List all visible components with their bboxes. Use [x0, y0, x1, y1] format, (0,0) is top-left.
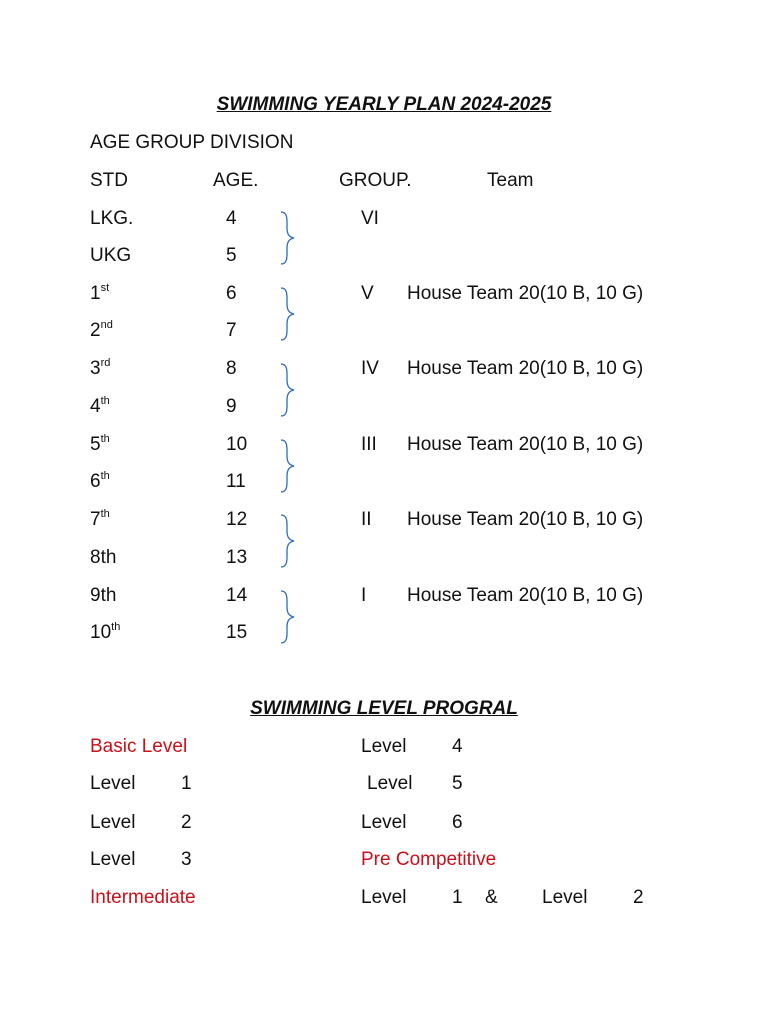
- team-cell: House Team 20(10 B, 10 G): [407, 509, 644, 530]
- age-cell: 11: [226, 471, 246, 492]
- pre-competitive-heading: Pre Competitive: [361, 849, 497, 870]
- ampersand: &: [485, 887, 498, 908]
- levels-title: SWIMMING LEVEL PROGRAL: [250, 698, 518, 719]
- group-cell: III: [361, 434, 377, 455]
- level-label: Level: [361, 736, 407, 757]
- level-label: Level: [361, 812, 407, 833]
- age-cell: 14: [226, 585, 248, 606]
- std-cell: 4th: [90, 395, 110, 417]
- intermediate-heading: Intermediate: [90, 887, 196, 908]
- level-label: Level: [90, 812, 136, 833]
- level-number: 1: [452, 887, 463, 908]
- group-cell: II: [361, 509, 372, 530]
- std-cell: 2nd: [90, 319, 113, 341]
- level-number: 2: [181, 812, 192, 833]
- column-header-std: STD: [90, 170, 128, 191]
- age-cell: 12: [226, 509, 248, 530]
- team-cell: House Team 20(10 B, 10 G): [407, 358, 644, 379]
- age-cell: 7: [226, 320, 237, 341]
- level-label: Level: [361, 887, 407, 908]
- team-cell: House Team 20(10 B, 10 G): [407, 434, 644, 455]
- std-cell: UKG: [90, 245, 132, 266]
- std-cell: 8th: [90, 547, 117, 568]
- group-cell: V: [361, 283, 374, 304]
- age-cell: 8: [226, 358, 237, 379]
- age-cell: 9: [226, 396, 237, 417]
- age-cell: 6: [226, 283, 237, 304]
- level-label: Level: [542, 887, 588, 908]
- column-header-age: AGE.: [213, 170, 259, 191]
- brace-icon: [278, 589, 300, 645]
- brace-icon: [278, 362, 300, 418]
- level-label: Level: [90, 773, 136, 794]
- brace-icon: [278, 210, 300, 266]
- level-number: 2: [633, 887, 644, 908]
- team-cell: House Team 20(10 B, 10 G): [407, 585, 644, 606]
- std-cell: 10th: [90, 621, 121, 643]
- std-cell: 6th: [90, 470, 110, 492]
- age-cell: 13: [226, 547, 248, 568]
- level-number: 3: [181, 849, 192, 870]
- std-cell: 7th: [90, 508, 110, 530]
- brace-icon: [278, 438, 300, 494]
- column-header-team: Team: [487, 170, 534, 191]
- std-cell: 1st: [90, 282, 110, 304]
- page-title: SWIMMING YEARLY PLAN 2024-2025: [216, 94, 552, 115]
- level-label: Level: [90, 849, 136, 870]
- level-number: 4: [452, 736, 463, 757]
- group-cell: IV: [361, 358, 379, 379]
- std-cell: LKG.: [90, 208, 134, 229]
- level-number: 1: [181, 773, 192, 794]
- brace-icon: [278, 286, 300, 342]
- level-label: Level: [367, 773, 413, 794]
- group-cell: I: [361, 585, 367, 606]
- age-cell: 15: [226, 622, 248, 643]
- std-cell: 5th: [90, 433, 110, 455]
- age-cell: 4: [226, 208, 237, 229]
- level-number: 5: [452, 773, 463, 794]
- age-cell: 5: [226, 245, 237, 266]
- basic-level-heading: Basic Level: [90, 736, 188, 757]
- std-cell: 3rd: [90, 357, 111, 379]
- column-header-group: GROUP.: [339, 170, 412, 191]
- group-cell: VI: [361, 208, 379, 229]
- age-cell: 10: [226, 434, 248, 455]
- team-cell: House Team 20(10 B, 10 G): [407, 283, 644, 304]
- level-number: 6: [452, 812, 463, 833]
- brace-icon: [278, 513, 300, 569]
- std-cell: 9th: [90, 585, 117, 606]
- age-group-heading: AGE GROUP DIVISION: [90, 132, 294, 153]
